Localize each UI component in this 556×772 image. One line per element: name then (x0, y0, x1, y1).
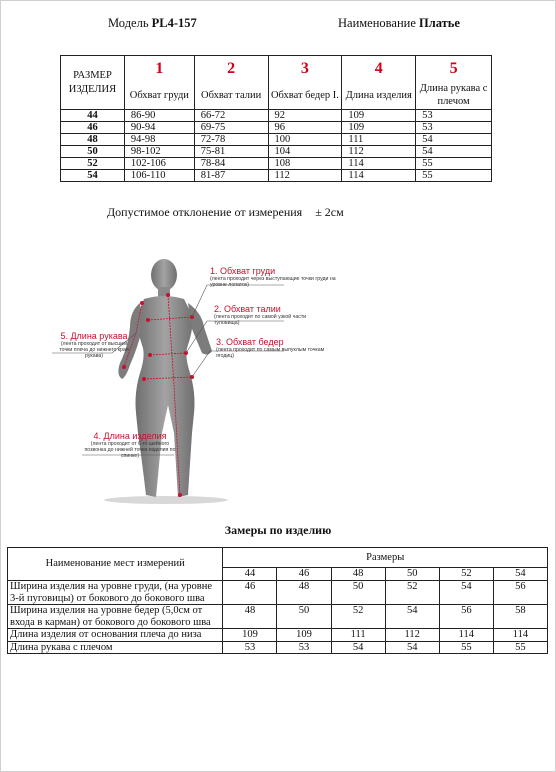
measurement-name: Длина рукава с плечом (8, 641, 223, 654)
size-row (61, 158, 492, 170)
col-num-5: 5 (416, 56, 492, 82)
value-cell: 111 (342, 134, 416, 146)
col-label-5: Длина рукава с плечом (416, 82, 492, 110)
annotation-chest: 1. Обхват груди (лента проходит через выступающие точки груди на уровне лопаток) (210, 266, 336, 288)
col-num-3: 3 (268, 56, 342, 82)
garment-measurements-table (7, 547, 548, 654)
measurement-value: 109 (277, 629, 331, 642)
value-cell: 92 (268, 110, 342, 122)
size-header: РАЗМЕР ИЗДЕЛИЯ (61, 56, 125, 110)
measurement-value: 58 (493, 605, 547, 629)
size-column-header: 44 (223, 568, 277, 581)
value-cell: 96 (268, 122, 342, 134)
measurement-value: 114 (439, 629, 493, 642)
value-cell: 104 (268, 146, 342, 158)
col-label-1: Обхват груди (124, 82, 194, 110)
col-label-3: Обхват бедер I. (268, 82, 342, 110)
measurement-row (8, 641, 548, 654)
value-cell: 86-90 (124, 110, 194, 122)
size-row (61, 134, 492, 146)
tolerance-note (107, 205, 344, 220)
size-row (61, 146, 492, 158)
tolerance-text: Допустимое отклонение от измерения (107, 205, 303, 219)
value-cell: 75-81 (194, 146, 268, 158)
value-cell: 109 (342, 110, 416, 122)
size-column-header: 54 (493, 568, 547, 581)
measurement-value: 52 (385, 581, 439, 605)
col-label-2: Обхват талии (194, 82, 268, 110)
measurement-row (8, 629, 548, 642)
measurement-value: 111 (331, 629, 385, 642)
size-column-header: 48 (331, 568, 385, 581)
measurements-title: Замеры по изделию (224, 523, 332, 537)
measurement-value: 48 (277, 581, 331, 605)
value-cell: 94-98 (124, 134, 194, 146)
measurement-value: 109 (223, 629, 277, 642)
col-num-4: 4 (342, 56, 416, 82)
model-label: Модель (108, 16, 149, 30)
measurement-value: 56 (439, 605, 493, 629)
value-cell: 114 (342, 158, 416, 170)
value-cell: 100 (268, 134, 342, 146)
measurement-value: 46 (223, 581, 277, 605)
sizes-header: Размеры (223, 548, 548, 568)
tolerance-value: ± 2см (315, 205, 344, 219)
annotation-length: 4. Длина изделия (лента проходит от 6-го шейного позвонка до нижней точки изделия по спинке) (84, 431, 176, 459)
measurement-value: 54 (385, 605, 439, 629)
value-cell: 55 (416, 170, 492, 182)
measurement-name: Ширина изделия на уровне бедер (5,0см от входа в карман) от бокового до бокового шва (8, 605, 223, 629)
measurement-value: 48 (223, 605, 277, 629)
annotation-sleeve: 5. Длина рукава (лента проходит от высшей точки плеча до нижнего края рукава) (59, 331, 129, 359)
measurement-value: 52 (331, 605, 385, 629)
measurement-value: 53 (223, 641, 277, 654)
measurement-value: 50 (331, 581, 385, 605)
value-cell: 72-78 (194, 134, 268, 146)
value-cell: 69-75 (194, 122, 268, 134)
model-header (108, 16, 197, 31)
size-cell: 48 (61, 134, 125, 146)
woman-silhouette-illustration (52, 255, 352, 510)
measurement-value: 54 (331, 641, 385, 654)
measurement-value: 55 (439, 641, 493, 654)
measurement-value: 56 (493, 581, 547, 605)
measurement-name-header: Наименование мест измерений (8, 548, 223, 581)
measurement-value: 53 (277, 641, 331, 654)
size-cell: 50 (61, 146, 125, 158)
value-cell: 98-102 (124, 146, 194, 158)
measurement-row (8, 581, 548, 605)
product-name-header (338, 16, 460, 31)
measurement-name: Ширина изделия на уровне груди, (на уровне 3-й пуговицы) от бокового до бокового шва (8, 581, 223, 605)
value-cell: 53 (416, 110, 492, 122)
measurement-value: 112 (385, 629, 439, 642)
size-cell: 44 (61, 110, 125, 122)
value-cell: 78-84 (194, 158, 268, 170)
annotation-hips: 3. Обхват бедер (лента проходит по самым выпуклым точкам ягодиц) (216, 337, 325, 359)
size-cell: 54 (61, 170, 125, 182)
measurement-name: Длина изделия от основания плеча до низа (8, 629, 223, 642)
measurement-value: 54 (439, 581, 493, 605)
value-cell: 112 (268, 170, 342, 182)
size-row (61, 122, 492, 134)
size-cell: 46 (61, 122, 125, 134)
value-cell: 109 (342, 122, 416, 134)
model-value: PL4-157 (151, 16, 197, 30)
value-cell: 90-94 (124, 122, 194, 134)
measurement-value: 55 (493, 641, 547, 654)
value-cell: 54 (416, 146, 492, 158)
value-cell: 102-106 (124, 158, 194, 170)
name-value: Платье (419, 16, 460, 30)
measurement-row (8, 605, 548, 629)
size-chart-table (60, 55, 492, 182)
measurement-value: 54 (385, 641, 439, 654)
value-cell: 55 (416, 158, 492, 170)
size-cell: 52 (61, 158, 125, 170)
measurement-value: 50 (277, 605, 331, 629)
size-column-header: 46 (277, 568, 331, 581)
col-num-1: 1 (124, 56, 194, 82)
value-cell: 81-87 (194, 170, 268, 182)
size-column-header: 50 (385, 568, 439, 581)
value-cell: 108 (268, 158, 342, 170)
measurement-value: 114 (493, 629, 547, 642)
measurement-figure (52, 255, 352, 510)
value-cell: 53 (416, 122, 492, 134)
value-cell: 66-72 (194, 110, 268, 122)
value-cell: 54 (416, 134, 492, 146)
col-num-2: 2 (194, 56, 268, 82)
size-row (61, 170, 492, 182)
value-cell: 112 (342, 146, 416, 158)
name-label: Наименование (338, 16, 416, 30)
annotation-waist: 2. Обхват талии (лента проходит по самой узкой части туловища) (214, 304, 307, 326)
value-cell: 106-110 (124, 170, 194, 182)
value-cell: 114 (342, 170, 416, 182)
col-label-4: Длина изделия (342, 82, 416, 110)
size-column-header: 52 (439, 568, 493, 581)
size-row (61, 110, 492, 122)
